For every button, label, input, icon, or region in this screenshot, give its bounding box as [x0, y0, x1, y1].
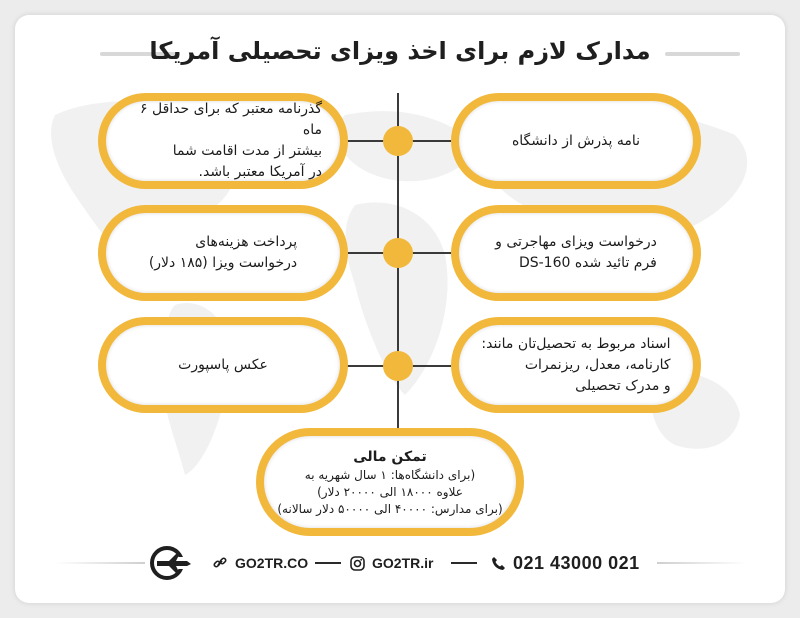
item-ds160-form: [451, 205, 701, 301]
item-text: نامه پذرش از دانشگاه: [511, 132, 641, 149]
airplane-logo-icon: [147, 543, 191, 583]
timeline-dot: [383, 238, 413, 268]
item-visa-fee: [98, 205, 348, 301]
timeline-dot: [383, 126, 413, 156]
item-text: گذرنامه معتبر که برای حداقل ۶ ماه بیشتر از مدت اقامت شما در آمریکا معتبر باشد.: [140, 101, 322, 180]
item-text: اسناد مربوط به تحصیل‌تان مانند: کارنامه، معدل، ریزنمرات و مدرک تحصیلی: [481, 335, 671, 394]
item-admission-letter: [451, 93, 701, 189]
item-financial-proof: [256, 428, 524, 536]
footer-fade-line: [55, 562, 145, 564]
footer-separator: [451, 562, 477, 564]
financial-proof-title: تمکن مالی: [353, 448, 427, 465]
instagram-icon: [348, 554, 366, 572]
phone-link[interactable]: [489, 543, 640, 583]
item-passport-photo: [98, 317, 348, 413]
website-link[interactable]: [211, 543, 308, 583]
website-text: GO2TR.CO: [235, 555, 309, 571]
phone-icon: [489, 554, 507, 572]
item-text: پرداخت هزینه‌های درخواست ویزا (۱۸۵ دلار): [148, 234, 298, 271]
footer: [15, 543, 785, 583]
infographic-card: [15, 15, 785, 603]
item-passport-validity: [98, 93, 348, 189]
item-education-documents: [451, 317, 701, 413]
item-text: عکس پاسپورت: [178, 356, 268, 373]
link-icon: [211, 554, 229, 572]
financial-proof-line: (برای دانشگاه‌ها: ۱ سال شهریه به: [304, 467, 476, 482]
footer-separator: [315, 562, 341, 564]
financial-proof-line: (برای مدارس: ۴۰۰۰۰ الی ۵۰۰۰۰ دلار سالانه): [277, 501, 503, 516]
financial-proof-line: علاوه ۱۸۰۰۰ الی ۲۰۰۰۰ دلار): [317, 484, 463, 499]
page-title: مدارک لازم برای اخذ ویزای تحصیلی آمریکا: [149, 37, 651, 65]
instagram-link[interactable]: [348, 543, 433, 583]
timeline-dot: [383, 351, 413, 381]
brand-logo: [147, 543, 191, 583]
item-text: درخواست ویزای مهاجرتی و فرم تائید شده DS-160: [495, 234, 657, 271]
phone-text: 021 43000 021: [513, 552, 640, 573]
footer-fade-line: [657, 562, 747, 564]
instagram-text: GO2TR.ir: [372, 555, 434, 571]
